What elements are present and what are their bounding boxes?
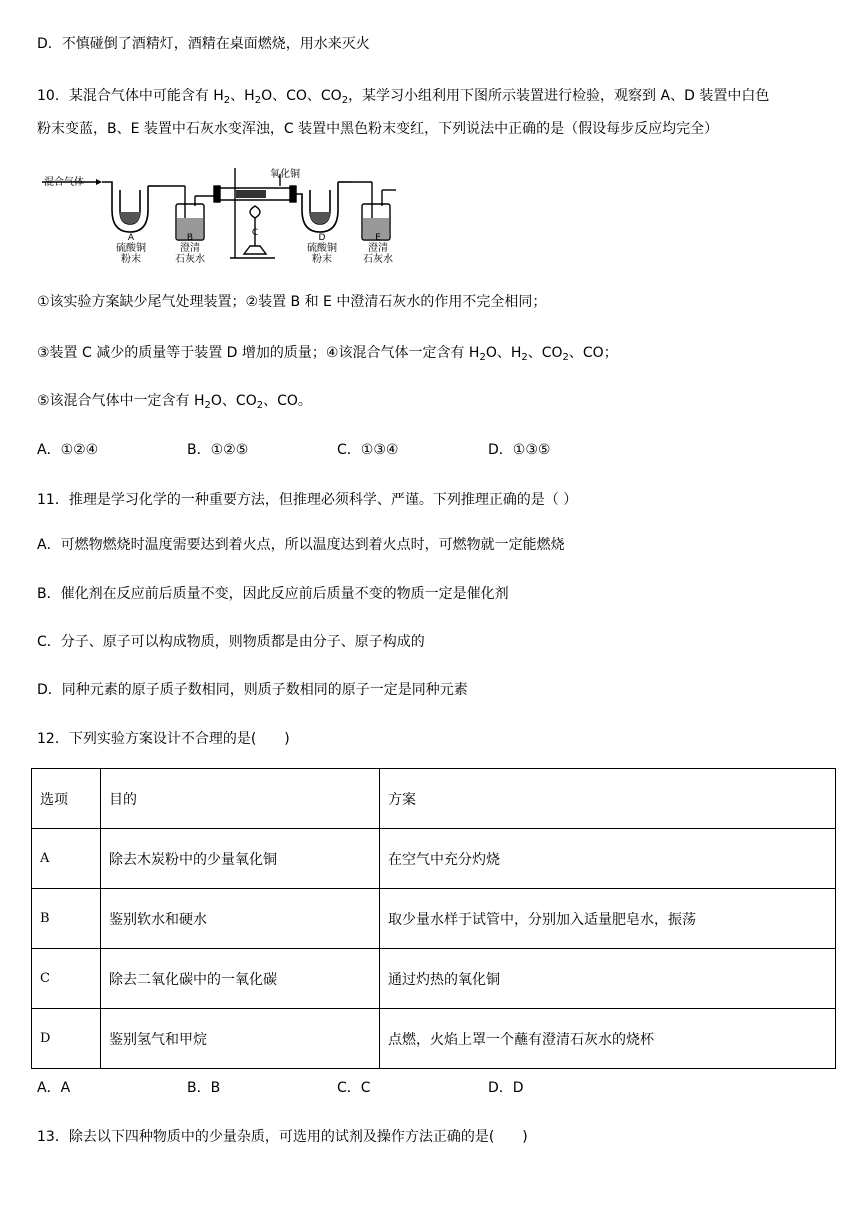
q12-table	[31, 768, 836, 1069]
q13-stem: 13．除去以下四种物质中的少量杂质，可选用的试剂及操作方法正确的是( )	[37, 1129, 528, 1145]
table-header-cell: 目的	[101, 769, 380, 829]
table-row	[32, 949, 836, 1009]
svg-text:粉末: 粉末	[121, 254, 141, 265]
table-cell: 除去木炭粉中的少量氧化铜	[101, 829, 380, 889]
device-a	[102, 182, 160, 232]
table-cell: B	[32, 889, 101, 949]
q12-option[interactable]: C．C	[337, 1080, 371, 1096]
q10-option[interactable]: D．①③⑤	[488, 442, 551, 458]
svg-text:石灰水: 石灰水	[175, 254, 205, 265]
svg-text:B: B	[186, 233, 194, 243]
gas-label: 混合气体	[44, 177, 84, 188]
svg-text:C: C	[251, 228, 259, 238]
device-d	[296, 182, 352, 232]
q12-option[interactable]: A．A	[37, 1080, 71, 1096]
q10-statement-3-4: ③装置 C 减少的质量等于装置 D 增加的质量；④该混合气体一定含有 $H_2O$、$H_2$、$CO_2$、CO；	[37, 345, 618, 363]
table-row	[32, 829, 836, 889]
q12-option[interactable]: D．D	[488, 1080, 524, 1096]
svg-text:D: D	[318, 233, 326, 243]
svg-text:澄清: 澄清	[368, 243, 388, 254]
svg-text:硫酸铜: 硫酸铜	[307, 243, 337, 254]
cuo-label: 氧化铜	[270, 169, 300, 180]
q12-stem: 12．下列实验方案设计不合理的是( )	[37, 731, 290, 747]
device-c	[214, 168, 296, 258]
q10-stem-line1: 10．某混合气体中可能含有 $H_2$、$H_2O$、CO、$CO_2$，某学习小组利用下图所示装置进行检验，观察到 A、D 装置中白色	[37, 88, 770, 106]
table-cell: D	[32, 1009, 101, 1069]
q10-option[interactable]: A．①②④	[37, 442, 99, 458]
q11-option-b[interactable]: B．催化剂在反应前后质量不变，因此反应前后质量不变的物质一定是催化剂	[37, 586, 509, 602]
table-cell: 除去二氧化碳中的一氧化碳	[101, 949, 380, 1009]
svg-text:粉末: 粉末	[312, 254, 332, 265]
q11-option-a[interactable]: A．可燃物燃烧时温度需要达到着火点，所以温度达到着火点时，可燃物就一定能燃烧	[37, 537, 565, 553]
table-cell: 取少量水样于试管中，分别加入适量肥皂水，振荡	[380, 889, 836, 949]
svg-text:石灰水: 石灰水	[363, 254, 393, 265]
table-cell: 点燃，火焰上罩一个蘸有澄清石灰水的烧杯	[380, 1009, 836, 1069]
table-header-row	[32, 769, 836, 829]
svg-text:E: E	[375, 233, 381, 243]
q12-option[interactable]: B．B	[187, 1080, 221, 1096]
table-cell: A	[32, 829, 101, 889]
table-row	[32, 1009, 836, 1069]
q11-stem: 11．推理是学习化学的一种重要方法，但推理必须科学、严谨。下列推理正确的是（ ）	[37, 492, 578, 508]
q9-option-d: D．不慎碰倒了酒精灯，酒精在桌面燃烧，用水来灭火	[37, 36, 370, 52]
apparatus-figure	[40, 160, 400, 265]
svg-text:A: A	[127, 233, 135, 243]
table-cell: 通过灼热的氧化铜	[380, 949, 836, 1009]
table-cell: C	[32, 949, 101, 1009]
table-header-cell: 方案	[380, 769, 836, 829]
q10-statement-5: ⑤该混合气体中一定含有 $H_2O$、$CO_2$、CO。	[37, 393, 312, 411]
table-cell: 鉴别氢气和甲烷	[101, 1009, 380, 1069]
q11-option-c[interactable]: C．分子、原子可以构成物质，则物质都是由分子、原子构成的	[37, 634, 425, 650]
q10-option[interactable]: C．①③④	[337, 442, 399, 458]
q10-statement-1-2: ①该实验方案缺少尾气处理装置；②装置 B 和 E 中澄清石灰水的作用不完全相同；	[37, 294, 547, 310]
table-row	[32, 889, 836, 949]
table-cell: 鉴别软水和硬水	[101, 889, 380, 949]
q11-option-d[interactable]: D．同种元素的原子质子数相同，则质子数相同的原子一定是同种元素	[37, 682, 468, 698]
q10-option[interactable]: B．①②⑤	[187, 442, 249, 458]
table-cell: 在空气中充分灼烧	[380, 829, 836, 889]
svg-text:澄清: 澄清	[180, 243, 200, 254]
svg-text:硫酸铜: 硫酸铜	[116, 243, 146, 254]
q10-stem-line2: 粉末变蓝，B、E 装置中石灰水变浑浊，C 装置中黑色粉末变红，下列说法中正确的是（假设每步反应均完全）	[37, 121, 719, 137]
table-header-cell: 选项	[32, 769, 101, 829]
